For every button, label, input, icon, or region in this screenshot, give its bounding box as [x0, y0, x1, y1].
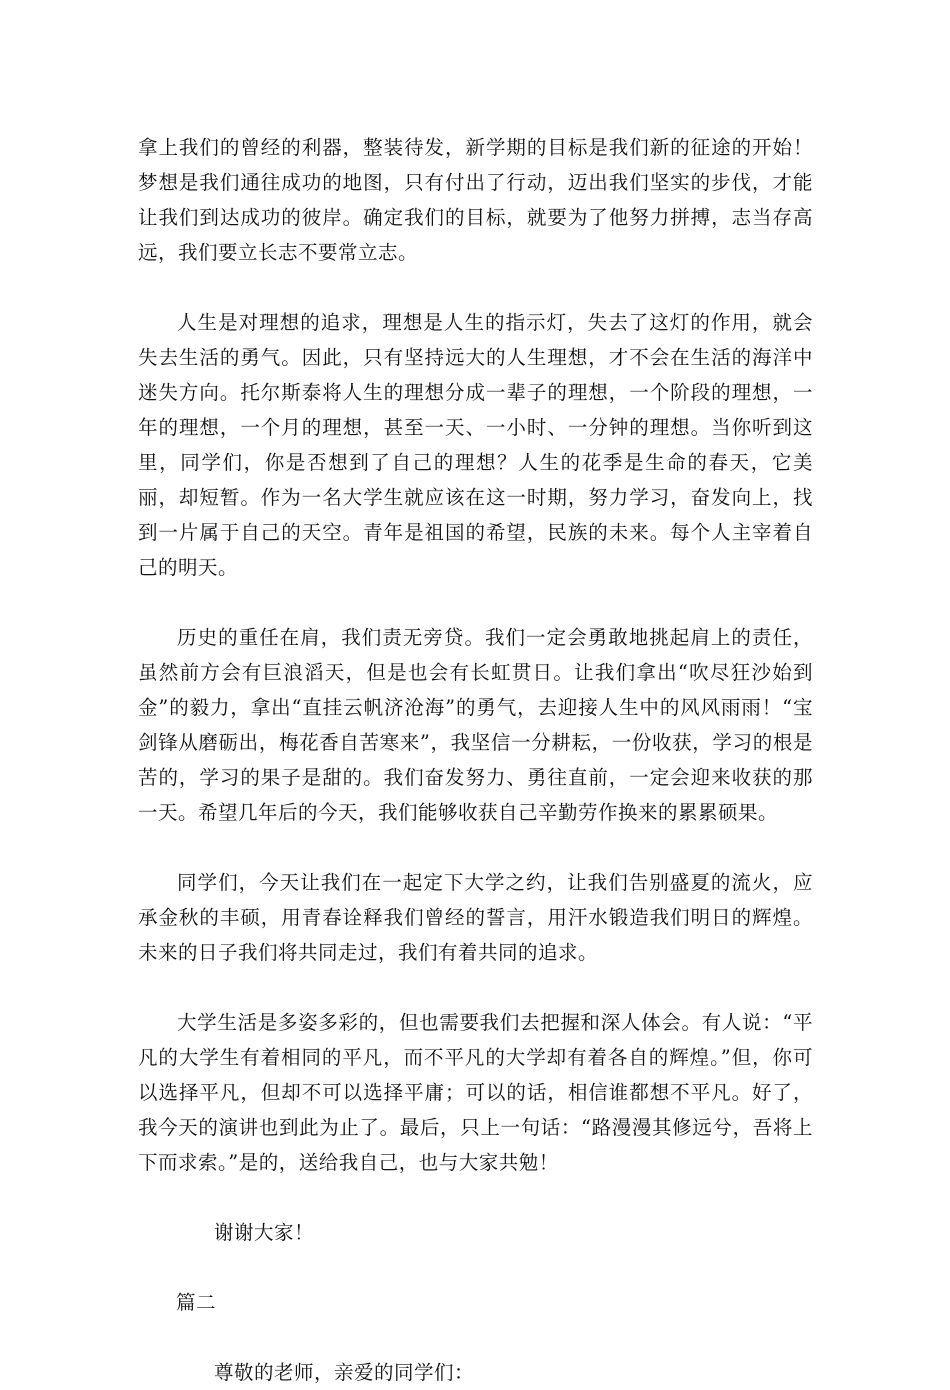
paragraph-2: 人生是对理想的追求，理想是人生的指示灯，失去了这灯的作用，就会失去生活的勇气。因此，只有坚持远大的人生理想，才不会在生活的海洋中迷失方向。托尔斯泰将人生的理想分成一辈子的理想，一个阶段的理想，一年的理想，一个月的理想，甚至一天、一小时、一分钟的理想。当你听到这里，同学们，你是否想到了自己的理想？人生的花季是生命的春天，它美丽，却短暂。作为一名大学生就应该在这一时期，努力学习，奋发向上，找到一片属于自己的天空。青年是祖国的希望，民族的未来。每个人主宰着自己的明天。 [138, 311, 813, 579]
paragraph-4: 同学们，今天让我们在一起定下大学之约，让我们告别盛夏的流火，应承金秋的丰硕，用青春诠释我们曾经的誓言，用汗水锻造我们明日的辉煌。未来的日子我们将共同走过，我们有着共同的追求。 [138, 871, 813, 964]
section-title: 篇二 [176, 1291, 217, 1314]
closing-line: 谢谢大家！ [214, 1221, 315, 1244]
document-body [138, 130, 813, 1390]
paragraph-1: 拿上我们的曾经的利器，整装待发，新学期的目标是我们新的征途的开始！梦想是我们通往成功的地图，只有付出了行动，迈出我们坚实的步伐，才能让我们到达成功的彼岸。确定我们的目标，就要为了他努力拼搏，志当存高远，我们要立长志不要常立志。 [138, 136, 813, 264]
salutation: 尊敬的老师，亲爱的同学们： [214, 1361, 475, 1384]
paragraph-5: 大学生活是多姿多彩的，但也需要我们去把握和深人体会。有人说：“平凡的大学生有着相同的平凡，而不平凡的大学却有着各自的辉煌。”但，你可以选择平凡，但却不可以选择平庸；可以的话，相信谁都想不平凡。好了，我今天的演讲也到此为止了。最后，只上一句话：“路漫漫其修远兮，吾将上下而求索。”是的，送给我自己，也与大家共勉！ [138, 1011, 813, 1174]
paragraph-3: 历史的重任在肩，我们责无旁贷。我们一定会勇敢地挑起肩上的责任，虽然前方会有巨浪滔天，但是也会有长虹贯日。让我们拿出“吹尽狂沙始到金”的毅力，拿出“直挂云帆济沧海”的勇气，去迎接人生中的风风雨雨！“宝剑锋从磨砺出，梅花香自苦寒来”，我坚信一分耕耘，一份收获，学习的根是苦的，学习的果子是甜的。我们奋发努力、勇往直前，一定会迎来收获的那一天。希望几年后的今天，我们能够收获自己辛勤劳作换来的累累硕果。 [138, 626, 813, 824]
